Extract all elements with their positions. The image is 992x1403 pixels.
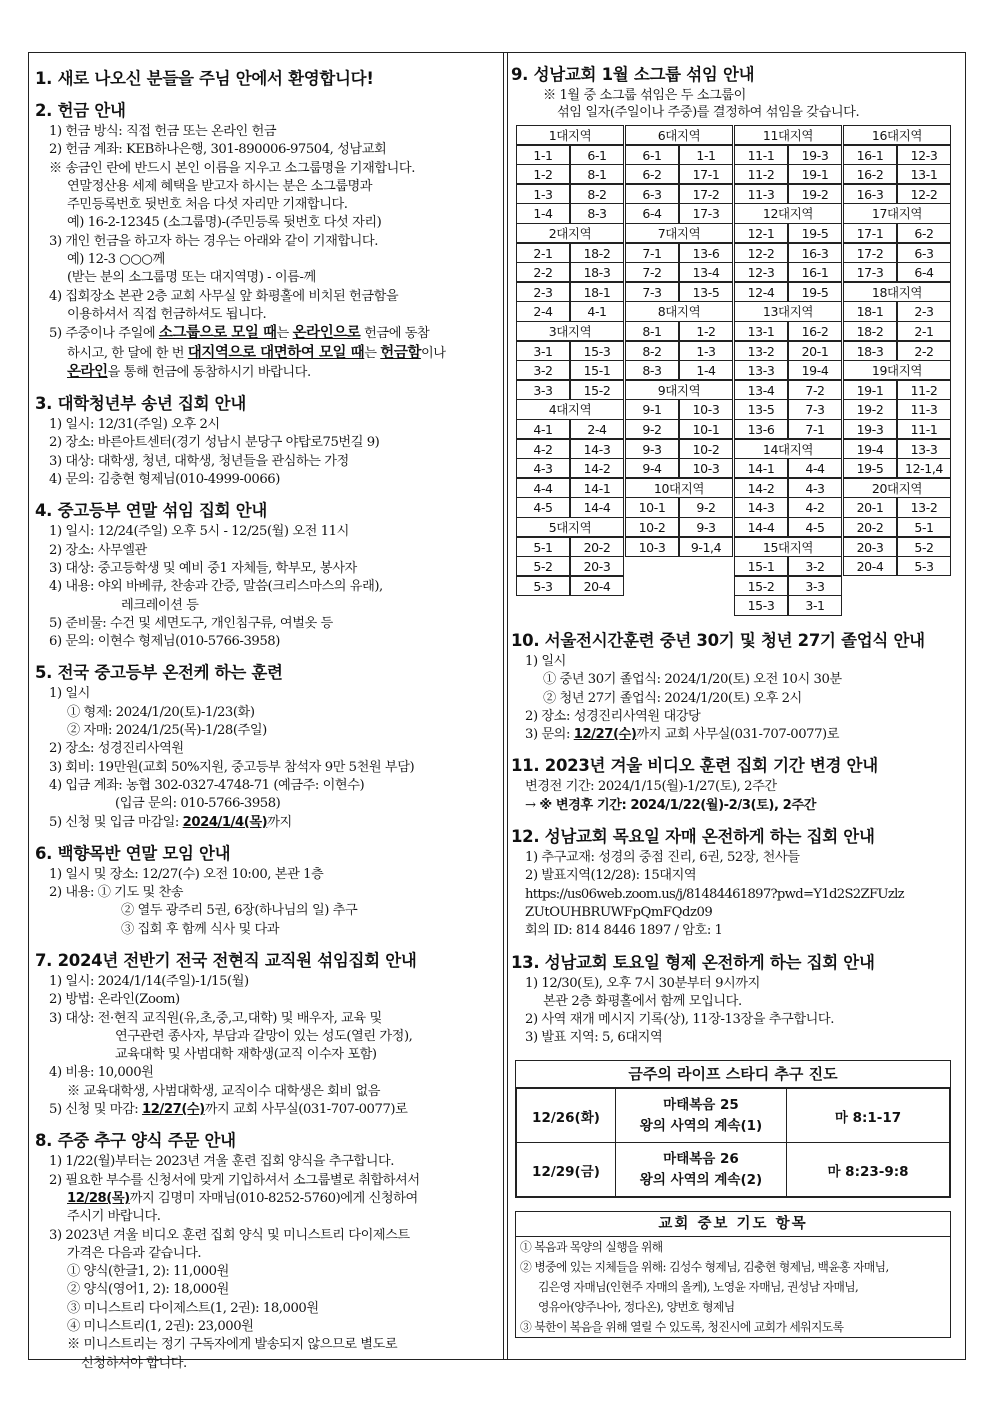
meeting-id: 회의 ID: 814 8446 1897 / 암호: 1 — [525, 923, 723, 939]
list-item: ※ 교육대학생, 사범대학생, 교직이수 대학생은 회비 없음 — [67, 1083, 381, 1099]
partner-group-cell: 15-2 — [570, 380, 624, 400]
list-item-cont: 주시기 바랍니다. — [67, 1209, 161, 1225]
list-item: 2) 사역 재개 메시지 기록(상), 11장-13장을 추구합니다. — [525, 1012, 834, 1028]
partner-group-cell: 19-4 — [788, 360, 842, 380]
group-cell: 6-4 — [625, 203, 679, 223]
partner-group-cell: 18-1 — [570, 282, 624, 302]
group-cell: 5-3 — [516, 576, 570, 596]
list-item: 6) 문의: 이현수 형제님(010-5766-3958) — [49, 634, 280, 650]
partner-group-cell: 1-3 — [679, 341, 733, 361]
partner-group-cell: 5-2 — [897, 537, 951, 557]
section-11-title: 11. 2023년 겨울 비디오 훈련 집회 기간 변경 안내 — [511, 756, 878, 776]
group-cell: 7-2 — [625, 262, 679, 282]
offering-example: 예) 16-2-12345 (소그룹명)-(주민등록 뒷번호 다섯 자리) — [67, 215, 382, 231]
group-cell: 19-1 — [843, 380, 897, 400]
region-header: 5대지역 — [516, 517, 624, 537]
list-item: 3) 회비: 19만원(교회 50%지원, 중고등부 참석자 9만 5천원 부담) — [49, 759, 415, 775]
group-cell: 11-1 — [734, 145, 788, 165]
list-item-cont: 연구관련 종사자, 부담과 갈망이 있는 성도(열린 가정), — [115, 1028, 413, 1044]
group-cell: 6-2 — [625, 164, 679, 184]
offering-note-cont: 주민등록번호 뒷번호 처음 다섯 자리만 기재합니다. — [67, 197, 348, 213]
list-item: 3) 대상: 대학생, 청년, 대학생, 청년들을 관심하는 가정 — [49, 453, 349, 469]
list-item-cont: 본관 2층 화평홀에서 함께 모입니다. — [543, 993, 742, 1009]
partner-group-cell: 19-5 — [788, 282, 842, 302]
offering-online-line: 하시고, 한 달에 한 번 대지역으로 대면하여 모일 때는 헌금함이나 — [67, 344, 446, 361]
partner-group-cell: 8-2 — [570, 184, 624, 204]
partner-group-cell: 14-2 — [570, 458, 624, 478]
list-item-cont: 신청하셔야 합니다. — [81, 1355, 187, 1371]
life-date: 12/29(금) — [517, 1143, 616, 1197]
region-header: 8대지역 — [625, 301, 733, 321]
group-cell: 14-2 — [734, 478, 788, 498]
group-cell: 12-4 — [734, 282, 788, 302]
region-header: 18대지역 — [843, 282, 951, 302]
partner-group-cell: 12-2 — [897, 184, 951, 204]
offering-note-cont: 연말정산용 세제 혜택을 받고자 하시는 분은 소그룹명과 — [67, 178, 373, 194]
life-book: 마태복음 26 왕의 사역의 계속(2) — [616, 1143, 787, 1197]
life-date: 12/26(화) — [517, 1089, 616, 1143]
group-cell: 12-2 — [734, 243, 788, 263]
partner-group-cell: 5-3 — [897, 556, 951, 576]
group-cell: 15-3 — [734, 595, 788, 615]
group-cell: 13-2 — [734, 341, 788, 361]
price-item: ② 양식(영어1, 2): 18,000원 — [67, 1282, 229, 1298]
group-cell: 17-3 — [843, 262, 897, 282]
left-column — [29, 53, 503, 1373]
group-cell: 2-2 — [516, 262, 570, 282]
partner-group-cell: 1-2 — [679, 321, 733, 341]
partner-group-cell: 4-2 — [788, 497, 842, 517]
partner-group-cell: 6-3 — [897, 243, 951, 263]
group-cell: 8-2 — [625, 341, 679, 361]
partner-group-cell: 13-2 — [897, 497, 951, 517]
partner-group-cell: 10-2 — [679, 439, 733, 459]
partner-group-cell: 9-1,4 — [679, 537, 733, 557]
section-8-title: 8. 주중 추구 양식 주문 안내 — [35, 1131, 236, 1151]
partner-group-cell: 6-2 — [897, 223, 951, 243]
group-cell: 17-1 — [843, 223, 897, 243]
partner-group-cell: 6-4 — [897, 262, 951, 282]
list-item-cont: 12/28(목)까지 김명미 자매님(010-8252-5760)에게 신청하여 — [67, 1190, 418, 1206]
group-cell: 8-1 — [625, 321, 679, 341]
partner-group-cell: 20-3 — [570, 556, 624, 576]
list-item: 1) 일시 — [49, 686, 90, 702]
life-study-box — [515, 1060, 951, 1198]
partner-group-cell: 16-3 — [788, 243, 842, 263]
group-cell: 4-1 — [516, 419, 570, 439]
list-item: 4) 비용: 10,000원 — [49, 1065, 154, 1081]
section-5-body — [35, 685, 493, 831]
region-header: 3대지역 — [516, 321, 624, 341]
section-4-body — [35, 523, 493, 651]
partner-group-cell: 20-1 — [788, 341, 842, 361]
partner-group-cell: 17-3 — [679, 203, 733, 223]
partner-group-cell: 19-1 — [788, 164, 842, 184]
partner-group-cell: 9-3 — [679, 517, 733, 537]
list-item: ※ 미니스트리는 정기 구독자에게 발송되지 않으므로 별도로 — [67, 1337, 398, 1353]
region-header: 17대지역 — [843, 203, 951, 223]
group-cell: 20-3 — [843, 537, 897, 557]
partner-group-cell: 12-1,4 — [897, 458, 951, 478]
list-item: 2) 장소: 사무엘관 — [49, 542, 147, 558]
group-cell: 12-3 — [734, 262, 788, 282]
list-item: ① 형제: 2024/1/20(토)-1/23(화) — [67, 704, 255, 720]
partner-group-cell: 11-2 — [897, 380, 951, 400]
group-cell: 7-1 — [625, 243, 679, 263]
list-item: 4) 입금 계좌: 농협 302-0327-4748-71 (예금주: 이현수) — [49, 777, 365, 793]
offering-box-cont: 이용하셔서 직접 헌금하셔도 됩니다. — [67, 306, 267, 322]
group-cell: 6-1 — [625, 145, 679, 165]
prayer-item: ③ 북한이 복음을 위해 열릴 수 있도록, 청진시에 교회가 세워지도록 — [520, 1320, 844, 1334]
partner-group-cell: 13-1 — [897, 164, 951, 184]
partner-group-cell: 15-1 — [570, 360, 624, 380]
partner-group-cell: 14-3 — [570, 439, 624, 459]
group-cell: 20-2 — [843, 517, 897, 537]
list-item: 4) 문의: 김충현 형제님(010-4999-0066) — [49, 472, 280, 488]
page-frame — [28, 52, 966, 1371]
partner-group-cell: 5-1 — [897, 517, 951, 537]
partner-group-cell: 14-1 — [570, 478, 624, 498]
prayer-item: ② 병중에 있는 지체들을 위해: 김성수 형제님, 김충현 형제님, 백윤홍 자매님, — [520, 1260, 889, 1274]
partner-group-cell: 13-4 — [679, 262, 733, 282]
section-5-title: 5. 전국 중고등부 온전케 하는 훈련 — [35, 663, 283, 683]
group-cell: 4-4 — [516, 478, 570, 498]
partner-group-cell: 15-3 — [570, 341, 624, 361]
partner-group-cell: 10-3 — [679, 399, 733, 419]
group-cell: 16-3 — [843, 184, 897, 204]
list-item: ③ 집회 후 함께 식사 및 다과 — [121, 921, 280, 937]
prayer-box — [515, 1211, 951, 1338]
region-header: 7대지역 — [625, 223, 733, 243]
group-cell: 4-2 — [516, 439, 570, 459]
section-3-body — [35, 416, 493, 489]
prayer-item: ① 복음과 목양의 실행을 위해 — [520, 1240, 663, 1254]
list-item: 4) 내용: 야외 바베큐, 찬송과 간증, 말씀(크리스마스의 유래), — [49, 579, 383, 595]
small-group-table — [516, 125, 952, 614]
group-cell: 14-3 — [734, 497, 788, 517]
section-6-title: 6. 백향목반 연말 모임 안내 — [35, 843, 231, 863]
partner-group-cell: 16-1 — [788, 262, 842, 282]
group-cell: 2-1 — [516, 243, 570, 263]
group-cell: 15-1 — [734, 556, 788, 576]
group-cell: 3-1 — [516, 341, 570, 361]
partner-group-cell: 17-2 — [679, 184, 733, 204]
group-cell: 16-2 — [843, 164, 897, 184]
section-13-title: 13. 성남교회 토요일 형제 온전하게 하는 집회 안내 — [511, 952, 875, 972]
section-9-title: 9. 성남교회 1월 소그룹 섞임 안내 — [511, 65, 755, 84]
group-cell: 9-2 — [625, 419, 679, 439]
partner-group-cell: 11-3 — [897, 399, 951, 419]
list-item-cont: 레크레이션 등 — [121, 597, 199, 613]
prayer-title: 교회 중보 기도 항목 — [516, 1212, 950, 1237]
list-item: 1) 일시: 12/31(주일) 오후 2시 — [49, 417, 220, 433]
life-range: 마 8:23-9:8 — [787, 1143, 950, 1197]
group-cell: 12-1 — [734, 223, 788, 243]
partner-group-cell: 20-2 — [570, 537, 624, 557]
list-item: 3) 대상: 중고등학생 및 예비 중1 자체들, 학부모, 봉사자 — [49, 560, 357, 576]
group-cell: 1-2 — [516, 164, 570, 184]
section-7-body — [35, 973, 493, 1119]
list-item: 2) 발표지역(12/28): 15대지역 — [525, 868, 697, 884]
section-7-title: 7. 2024년 전반기 전국 전현직 교직원 섞임집회 안내 — [35, 950, 417, 970]
list-item: 1) 일시 및 장소: 12/27(수) 오전 10:00, 본관 1층 — [49, 866, 324, 882]
list-item: 5) 신청 및 입금 마감일: 2024/1/4(목)까지 — [49, 814, 292, 830]
section-1-title: 1. 새로 나오신 분들을 주님 안에서 환영합니다! — [35, 69, 374, 88]
list-item: 2) 필요한 부수를 신청서에 맞게 기입하셔서 소그룹별로 취합하셔서 — [49, 1172, 420, 1188]
partner-group-cell: 8-1 — [570, 164, 624, 184]
group-cell: 8-3 — [625, 360, 679, 380]
partner-group-cell: 13-5 — [679, 282, 733, 302]
group-cell: 5-1 — [516, 537, 570, 557]
section-3-title: 3. 대학청년부 송년 집회 안내 — [35, 394, 246, 414]
group-cell: 3-3 — [516, 380, 570, 400]
partner-group-cell: 18-2 — [570, 243, 624, 263]
group-cell: 9-4 — [625, 458, 679, 478]
offering-note: ※ 송금인 란에 반드시 본인 이름을 지우고 소그룹명을 기재합니다. — [49, 160, 415, 176]
region-header: 15대지역 — [734, 537, 842, 557]
region-header: 4대지역 — [516, 399, 624, 419]
life-study-title: 금주의 라이프 스타디 추구 진도 — [516, 1061, 950, 1088]
partner-group-cell: 11-1 — [897, 419, 951, 439]
group-cell: 6-3 — [625, 184, 679, 204]
partner-group-cell: 2-3 — [897, 301, 951, 321]
section-10 — [511, 619, 961, 1048]
section-12-title: 12. 성남교회 목요일 자매 온전하게 하는 집회 안내 — [511, 827, 875, 847]
price-item: ① 양식(한글1, 2): 11,000원 — [67, 1264, 229, 1280]
group-cell: 16-1 — [843, 145, 897, 165]
list-item: 5) 신청 및 마감: 12/27(수)까지 교회 사무실(031-707-0077)로 — [49, 1102, 408, 1118]
offering-personal: 3) 개인 헌금을 하고자 하는 경우는 아래와 같이 기재합니다. — [49, 233, 378, 249]
section-8-body — [35, 1153, 493, 1373]
list-item: 1) 12/30(토), 오후 7시 30분부터 9시까지 — [525, 975, 760, 991]
life-study-table — [516, 1088, 950, 1197]
life-book: 마태복음 25 왕의 사역의 계속(1) — [616, 1089, 787, 1143]
group-cell: 1-1 — [516, 145, 570, 165]
group-cell: 18-1 — [843, 301, 897, 321]
group-cell: 10-2 — [625, 517, 679, 537]
partner-group-cell: 13-3 — [897, 439, 951, 459]
prayer-item-cont: 영유아(양주나아, 정다온), 양번호 형제님 — [538, 1300, 735, 1314]
partner-group-cell: 16-2 — [788, 321, 842, 341]
column-divider — [503, 53, 504, 1359]
group-cell: 4-3 — [516, 458, 570, 478]
partner-group-cell: 2-1 — [897, 321, 951, 341]
group-cell: 9-3 — [625, 439, 679, 459]
partner-group-cell: 14-4 — [570, 497, 624, 517]
partner-group-cell: 3-1 — [788, 595, 842, 615]
group-cell: 2-3 — [516, 282, 570, 302]
group-cell: 14-1 — [734, 458, 788, 478]
group-cell: 13-4 — [734, 380, 788, 400]
group-cell: 13-6 — [734, 419, 788, 439]
group-cell: 19-3 — [843, 419, 897, 439]
list-item: 3) 대상: 전·현직 교직원(유,초,중,고,대학) 및 배우자, 교육 및 — [49, 1010, 382, 1026]
group-cell: 19-4 — [843, 439, 897, 459]
prayer-item-cont: 김은영 자매님(인현주 자매의 올케), 노영윤 자매님, 권성남 자매님, — [538, 1280, 859, 1294]
region-header: 12대지역 — [734, 203, 842, 223]
offering-personal-format: (받는 분의 소그룹명 또는 대지역명) - 이름-께 — [67, 270, 316, 286]
region-header: 9대지역 — [625, 380, 733, 400]
group-cell: 10-3 — [625, 537, 679, 557]
list-item: 1) 일시 — [525, 654, 566, 669]
list-item-cont: 가격은 다음과 같습니다. — [67, 1245, 202, 1261]
group-cell: 1-3 — [516, 184, 570, 204]
section-9-note: 섞임 일자(주일이나 주중)를 결정하여 섞임을 갖습니다. — [557, 105, 860, 120]
partner-group-cell: 7-1 — [788, 419, 842, 439]
region-header: 20대지역 — [843, 478, 951, 498]
group-cell: 3-2 — [516, 360, 570, 380]
group-cell: 2-4 — [516, 301, 570, 321]
offering-method: 1) 헌금 방식: 직접 헌금 또는 온라인 헌금 — [49, 124, 277, 139]
partner-group-cell: 2-4 — [570, 419, 624, 439]
partner-group-cell: 8-3 — [570, 203, 624, 223]
partner-group-cell: 13-6 — [679, 243, 733, 263]
partner-group-cell: 7-3 — [788, 399, 842, 419]
offering-online-line: 온라인을 통해 헌금에 동참하시기 바랍니다. — [67, 363, 311, 380]
right-column — [505, 53, 963, 1359]
partner-group-cell: 4-1 — [570, 301, 624, 321]
region-header: 13대지역 — [734, 301, 842, 321]
list-item: 1) 추구교재: 성경의 중점 진리, 6권, 52장, 천사들 — [525, 850, 800, 866]
offering-online-line: 5) 주중이나 주일에 소그룹으로 모일 때는 온라인으로 헌금에 동참 — [49, 325, 430, 342]
list-item: ① 중년 30기 졸업식: 2024/1/20(토) 오전 10시 30분 — [543, 672, 842, 688]
region-header: 2대지역 — [516, 223, 624, 243]
partner-group-cell: 19-2 — [788, 184, 842, 204]
zoom-link[interactable]: https://us06web.zoom.us/j/81484461897?pwd=Y1d2S2ZFUzlz — [525, 886, 904, 902]
offering-account: 2) 헌금 계좌: KEB하나은행, 301-890006-97504, 성남교회 — [49, 142, 387, 158]
list-item: ② 자매: 2024/1/25(목)-1/28(주일) — [67, 723, 267, 739]
partner-group-cell: 9-2 — [679, 497, 733, 517]
partner-group-cell: 3-3 — [788, 576, 842, 596]
offering-personal-example: 예) 12-3 ○○○께 — [67, 252, 165, 268]
partner-group-cell: 4-3 — [788, 478, 842, 498]
partner-group-cell: 2-2 — [897, 341, 951, 361]
partner-group-cell: 1-4 — [679, 360, 733, 380]
list-item: 3) 문의: 12/27(수)까지 교회 사무실(031-707-0077)로 — [525, 727, 840, 743]
region-header: 14대지역 — [734, 439, 842, 459]
partner-group-cell: 3-2 — [788, 556, 842, 576]
group-cell: 18-2 — [843, 321, 897, 341]
list-item: 1) 일시: 2024/1/14(주일)-1/15(월) — [49, 973, 249, 989]
list-item: → ※ 변경후 기간: 2024/1/22(월)-2/3(토), 2주간 — [525, 797, 816, 813]
section-9-note: ※ 1월 중 소그룹 섞임은 두 소그룹이 — [543, 88, 746, 103]
group-cell: 13-5 — [734, 399, 788, 419]
partner-group-cell: 17-1 — [679, 164, 733, 184]
region-header: 19대지역 — [843, 360, 951, 380]
partner-group-cell: 19-5 — [788, 223, 842, 243]
region-header: 11대지역 — [734, 125, 842, 145]
partner-group-cell: 4-4 — [788, 458, 842, 478]
list-item: 3) 2023년 겨울 비디오 훈련 집회 양식 및 미니스트리 다이제스트 — [49, 1227, 410, 1243]
list-item: 2) 내용: ① 기도 및 찬송 — [49, 885, 184, 901]
partner-group-cell: 1-1 — [679, 145, 733, 165]
table-row — [517, 1143, 950, 1197]
group-cell: 14-4 — [734, 517, 788, 537]
group-cell: 15-2 — [734, 576, 788, 596]
list-item: 1) 1/22(월)부터는 2023년 겨울 훈련 집회 양식을 추구합니다. — [49, 1154, 395, 1170]
list-item: 5) 준비물: 수건 및 세면도구, 개인침구류, 여벌옷 등 — [49, 615, 333, 631]
list-item: 2) 방법: 온라인(Zoom) — [49, 992, 180, 1008]
group-cell: 19-5 — [843, 458, 897, 478]
group-cell: 11-3 — [734, 184, 788, 204]
offering-box: 4) 집회장소 본관 2층 교회 사무실 앞 화평홀에 비치된 헌금함을 — [49, 288, 399, 304]
group-cell: 17-2 — [843, 243, 897, 263]
region-header: 10대지역 — [625, 478, 733, 498]
list-item: 2) 장소: 성경진리사역원 대강당 — [525, 708, 701, 724]
partner-group-cell: 18-3 — [570, 262, 624, 282]
group-cell: 7-3 — [625, 282, 679, 302]
partner-group-cell: 12-3 — [897, 145, 951, 165]
group-cell: 18-3 — [843, 341, 897, 361]
partner-group-cell: 10-3 — [679, 458, 733, 478]
group-cell: 13-1 — [734, 321, 788, 341]
list-item: 1) 일시: 12/24(주일) 오후 5시 - 12/25(월) 오전 11시 — [49, 524, 349, 540]
life-range: 마 8:1-17 — [787, 1089, 950, 1143]
group-cell: 4-5 — [516, 497, 570, 517]
section-6-body — [35, 866, 493, 939]
list-item-cont: (입금 문의: 010-5766-3958) — [115, 796, 281, 812]
list-item: 변경전 기간: 2024/1/15(월)-1/27(토), 2주간 — [525, 779, 777, 795]
section-2-title: 2. 헌금 안내 — [35, 101, 126, 120]
partner-group-cell: 4-5 — [788, 517, 842, 537]
zoom-link-cont[interactable]: ZUtOUHBRUWFpQmFQdz09 — [525, 904, 713, 920]
group-cell: 20-1 — [843, 497, 897, 517]
group-cell: 19-2 — [843, 399, 897, 419]
group-cell: 20-4 — [843, 556, 897, 576]
section-10-title: 10. 서울전시간훈련 중년 30기 및 청년 27기 졸업식 안내 — [511, 631, 925, 650]
group-cell: 1-4 — [516, 203, 570, 223]
partner-group-cell: 7-2 — [788, 380, 842, 400]
list-item: 2) 장소: 바른아트센터(경기 성남시 분당구 야탑로75번길 9) — [49, 435, 380, 451]
group-cell: 11-2 — [734, 164, 788, 184]
partner-group-cell: 19-3 — [788, 145, 842, 165]
section-4-title: 4. 중고등부 연말 섞임 집회 안내 — [35, 501, 268, 521]
group-cell: 9-1 — [625, 399, 679, 419]
region-header: 6대지역 — [625, 125, 733, 145]
section-2-body — [35, 123, 493, 382]
partner-group-cell: 20-4 — [570, 576, 624, 596]
list-item: 2) 장소: 성경진리사역원 — [49, 741, 184, 757]
group-cell: 10-1 — [625, 497, 679, 517]
region-header: 1대지역 — [516, 125, 624, 145]
list-item: 3) 발표 지역: 5, 6대지역 — [525, 1030, 663, 1046]
region-header: 16대지역 — [843, 125, 951, 145]
price-item: ④ 미니스트리(1, 2권): 23,000원 — [67, 1319, 254, 1335]
table-row — [517, 1089, 950, 1143]
group-cell: 13-3 — [734, 360, 788, 380]
group-cell: 5-2 — [516, 556, 570, 576]
list-item-cont: 교육대학 및 사범대학 재학생(교직 이수자 포함) — [115, 1047, 377, 1063]
list-item: ② 열두 광주리 5권, 6장(하나님의 일) 추구 — [121, 903, 358, 919]
list-item: ② 청년 27기 졸업식: 2024/1/20(토) 오후 2시 — [543, 690, 802, 706]
price-item: ③ 미니스트리 다이제스트(1, 2권): 18,000원 — [67, 1300, 319, 1316]
partner-group-cell: 10-1 — [679, 419, 733, 439]
partner-group-cell: 6-1 — [570, 145, 624, 165]
